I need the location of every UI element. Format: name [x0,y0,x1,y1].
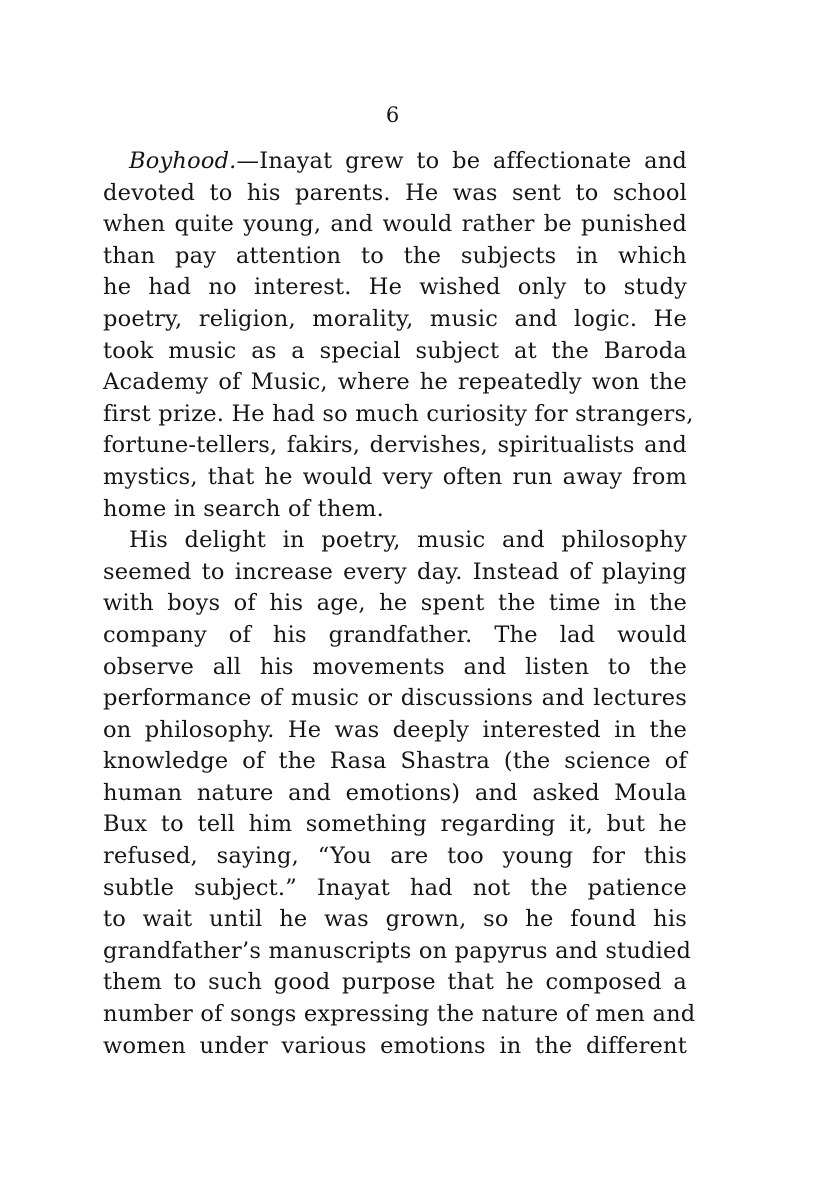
text-line: refused, saying, “You are too young for this [103,843,687,870]
text-line: women under various emotions in the different [103,1032,687,1059]
text-line: first prize. He had so much curiosity for strangers, [103,400,694,427]
text-line: took music as a special subject at the Baroda [103,337,687,364]
text-line: number of songs expressing the nature of men and [103,1001,696,1028]
text-line: with boys of his age, he spent the time in the [103,590,687,617]
page-number: 6 [385,103,400,127]
text-line: knowledge of the Rasa Shastra (the science of [103,748,687,775]
text-line: observe all his movements and listen to the [103,653,687,680]
text-run: —Inayat grew to be affectionate and [236,148,687,174]
text-line: to wait until he was grown, so he found his [103,906,687,933]
text-line: company of his grandfather. The lad would [103,621,687,648]
text-line: poetry, religion, morality, music and logic. He [103,305,687,332]
body-text [103,146,696,1062]
text-line: he had no interest. He wished only to study [103,274,687,301]
section-heading: Boyhood. [129,148,237,174]
text-line: Bux to tell him something regarding it, but he [103,811,687,838]
text-line: devoted to his parents. He was sent to school [103,179,687,206]
text-line: than pay attention to the subjects in which [103,242,687,269]
paragraph [103,146,694,525]
text-line: fortune-tellers, fakirs, dervishes, spiritualists and [103,432,687,459]
text-line: home in search of them. [103,495,384,522]
text-line: human nature and emotions) and asked Moula [103,779,687,806]
text-line: grandfather’s manuscripts on papyrus and studied [103,937,692,964]
text-line: seemed to increase every day. Instead of playing [103,558,687,585]
text-line: subtle subject.” Inayat had not the patience [103,874,687,901]
text-line [103,146,687,178]
paragraph [103,525,696,1062]
text-line: Academy of Music, where he repeatedly won the [103,369,687,396]
text-line: them to such good purpose that he composed a [103,969,687,996]
text-line: performance of music or discussions and lectures [103,685,687,712]
text-line: His delight in poetry, music and philosophy [129,527,687,554]
text-line: on philosophy. He was deeply interested in the [103,716,687,743]
text-line: mystics, that he would very often run away from [103,463,687,490]
text-line: when quite young, and would rather be punished [103,211,687,238]
